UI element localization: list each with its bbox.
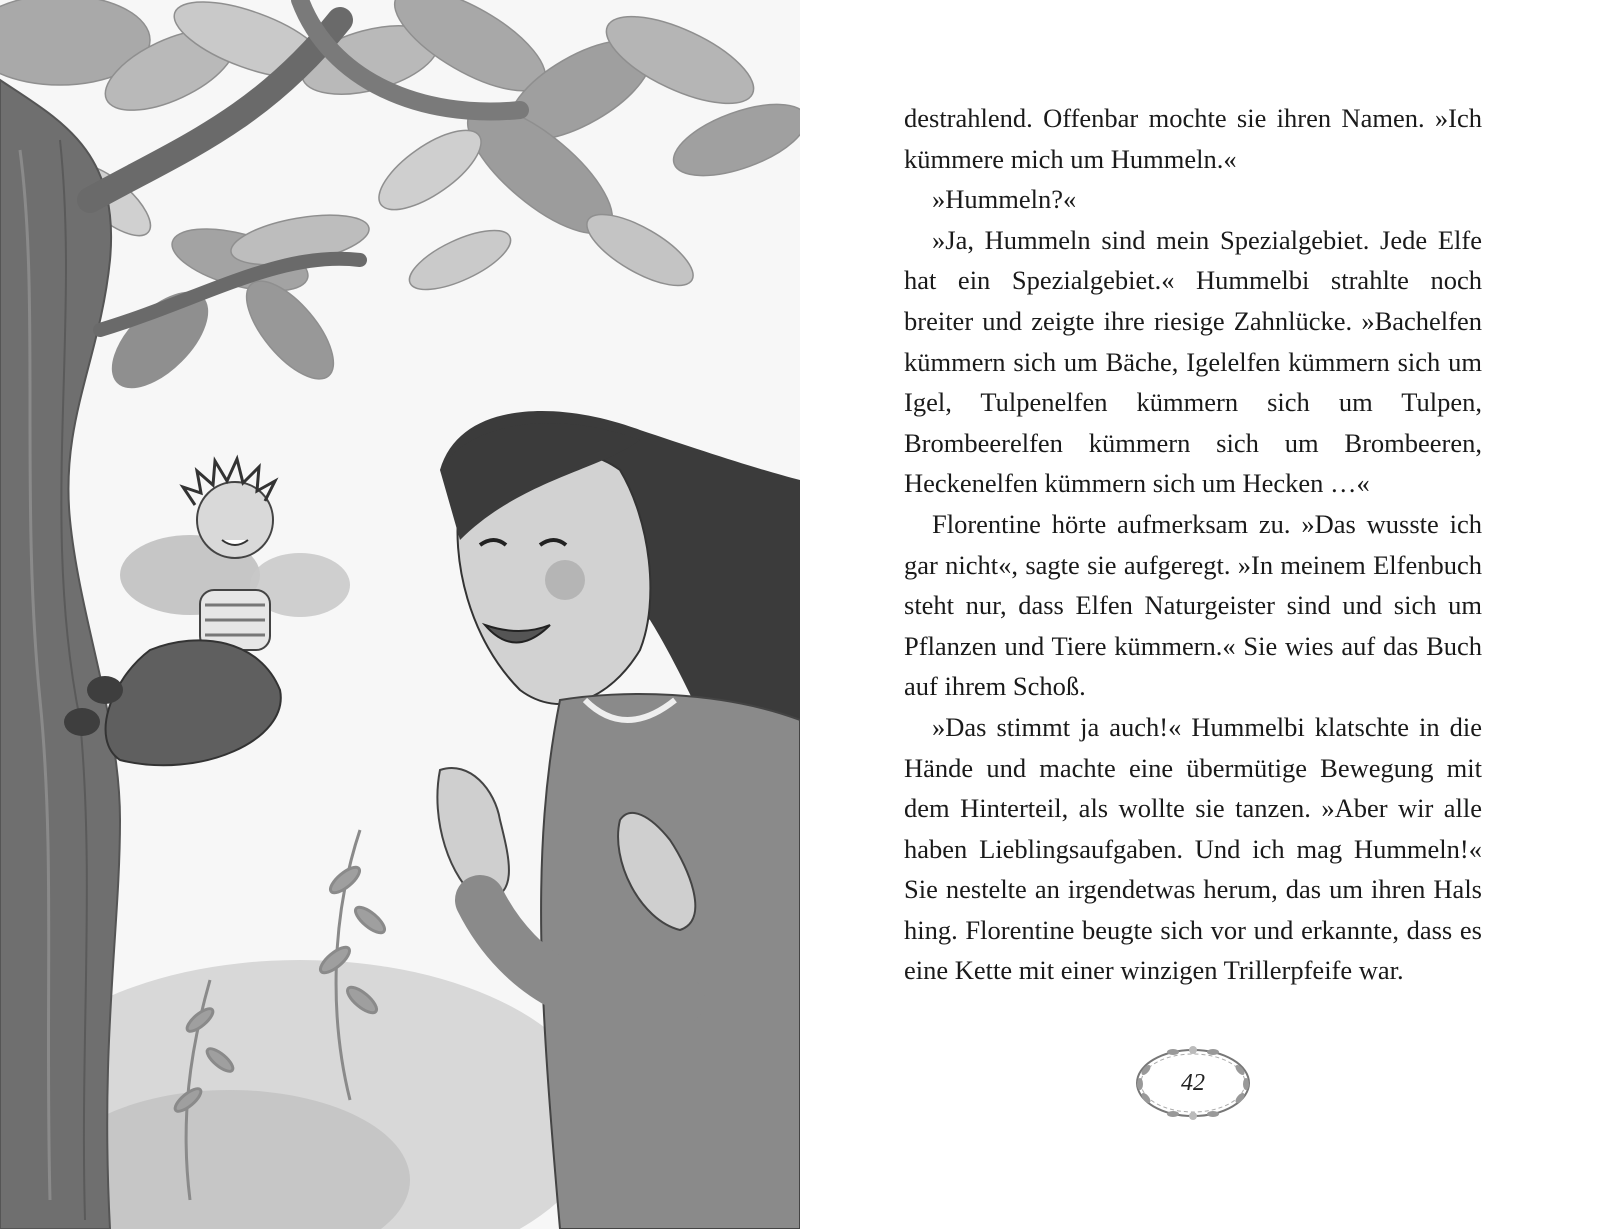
paragraph: »Das stimmt ja auch!« Hummelbi klatschte in die Hände und machte eine übermütige Bewegung mit dem Hinterteil, als wollte sie tanzen. »Aber wir alle haben Lieblingsaufgaben. Und ich mag Hummeln!« Sie nestelte an irgendetwas herum, das um ihren Hals hing. Florentine beugte sich vor und erkannte, dass es eine Kette mit einer winzigen Trillerpfeife war. <box>904 711 1482 986</box>
paragraph: »Hummeln?« <box>932 184 1077 215</box>
page-number-wreath <box>1128 1040 1258 1126</box>
paragraph: Florentine hörte aufmerksam zu. »Das wusste ich gar nicht«, sagte sie aufgeregt. »In meinem Elfenbuch steht nur, dass Elfen Naturgeister sind und sich um Pflanzen und Tiere kümmern.« Sie wies auf das Buch auf ihrem Schoß. <box>904 508 1482 702</box>
page-number: 42 <box>1181 1070 1205 1096</box>
paragraph: destrahlend. Offenbar mochte sie ihren Namen. »Ich kümmere mich um Hummeln.« <box>904 103 1482 174</box>
paragraph: »Ja, Hummeln sind mein Spezialgebiet. Jede Elfe hat ein Spezialgebiet.« Hummelbi strahlte noch breiter und zeigte ihre riesige Zahnlücke. »Bachelfen kümmern sich um Bäche, Igelelfen kümmern sich um Igel, Tulpenelfen kümmern sich um Tulpen, Brombeerelfen kümmern sich um Brombeeren, Heckenelfen kümmern sich um Hecken …« <box>904 224 1482 499</box>
body-text <box>904 98 1482 991</box>
text-page <box>800 0 1600 1229</box>
